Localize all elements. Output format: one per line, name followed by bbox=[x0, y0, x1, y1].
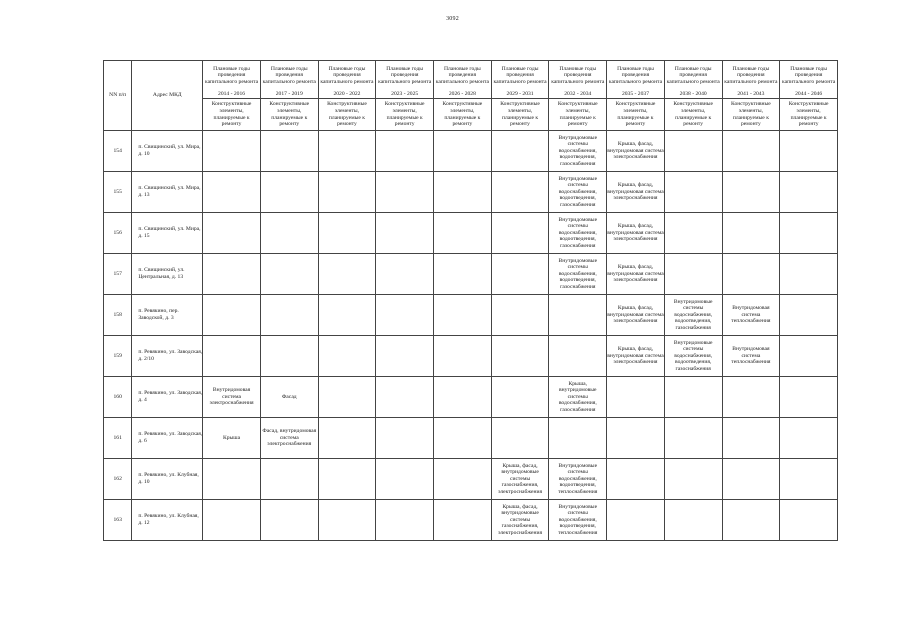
repair-elements-cell bbox=[491, 131, 549, 172]
repair-elements-cell: Внутридомовые системы водоснабжения, водоотведения, газоснабжения bbox=[549, 213, 607, 254]
row-address: п. Свищинский, ул. Центральная, д. 13 bbox=[132, 254, 203, 295]
repair-elements-cell bbox=[260, 295, 318, 336]
repair-elements-cell bbox=[434, 172, 492, 213]
row-address: п. Ревякино, пер. Заводской, д. 3 bbox=[132, 295, 203, 336]
repair-elements-cell bbox=[491, 213, 549, 254]
elements-label: Конструктивные элементы, планируемые к ремонту bbox=[260, 99, 318, 131]
repair-elements-cell bbox=[203, 295, 261, 336]
repair-elements-cell bbox=[607, 418, 665, 459]
repair-elements-cell bbox=[376, 213, 434, 254]
period-years: 2014 - 2016 bbox=[203, 90, 261, 99]
repair-elements-cell bbox=[376, 418, 434, 459]
repair-elements-cell: Внутридомовые системы водоснабжения, водоотведения, газоснабжения bbox=[549, 172, 607, 213]
repair-elements-cell bbox=[376, 500, 434, 541]
repair-elements-cell bbox=[434, 459, 492, 500]
repair-elements-cell bbox=[780, 295, 838, 336]
repair-elements-cell bbox=[434, 213, 492, 254]
repair-elements-cell bbox=[434, 295, 492, 336]
row-address: п. Ревякино, ул. Клубная, д. 12 bbox=[132, 500, 203, 541]
header-years-row bbox=[104, 90, 838, 99]
period-label: Плановые годы проведения капитального ремонта bbox=[318, 61, 376, 91]
repair-elements-cell bbox=[260, 459, 318, 500]
repair-elements-cell: Внутридомовая система электроснабжения bbox=[203, 377, 261, 418]
repair-elements-cell bbox=[780, 336, 838, 377]
repair-elements-cell bbox=[260, 131, 318, 172]
header-elements-row bbox=[104, 99, 838, 131]
period-years: 2041 - 2043 bbox=[722, 90, 780, 99]
period-label: Плановые годы проведения капитального ремонта bbox=[722, 61, 780, 91]
repair-elements-cell bbox=[664, 418, 722, 459]
repair-elements-cell bbox=[491, 295, 549, 336]
elements-label: Конструктивные элементы, планируемые к ремонту bbox=[318, 99, 376, 131]
repair-elements-cell bbox=[376, 377, 434, 418]
repair-elements-cell bbox=[203, 459, 261, 500]
repair-elements-cell: Крыша, фасад, внутридомовая система электроснабжения bbox=[607, 295, 665, 336]
period-label: Плановые годы проведения капитального ремонта bbox=[260, 61, 318, 91]
repair-elements-cell bbox=[491, 172, 549, 213]
period-years: 2026 - 2028 bbox=[434, 90, 492, 99]
repair-elements-cell: Крыша, фасад, внутридомовая система электроснабжения bbox=[607, 131, 665, 172]
repair-elements-cell bbox=[318, 295, 376, 336]
row-number: 159 bbox=[104, 336, 132, 377]
repair-elements-cell: Внутридомовая система теплоснабжения bbox=[722, 336, 780, 377]
repair-elements-cell bbox=[260, 254, 318, 295]
repair-elements-cell bbox=[434, 254, 492, 295]
repair-elements-cell bbox=[549, 336, 607, 377]
repair-elements-cell: Внутридомовые системы водоснабжения, водоотведения, газоснабжения bbox=[549, 254, 607, 295]
repair-elements-cell bbox=[722, 459, 780, 500]
row-number: 155 bbox=[104, 172, 132, 213]
repair-elements-cell bbox=[318, 459, 376, 500]
table-row bbox=[104, 172, 838, 213]
repair-elements-cell bbox=[722, 418, 780, 459]
period-label: Плановые годы проведения капитального ремонта bbox=[376, 61, 434, 91]
table-row bbox=[104, 254, 838, 295]
period-label: Плановые годы проведения капитального ремонта bbox=[434, 61, 492, 91]
repair-elements-cell: Крыша, фасад, внутридомовая система электроснабжения bbox=[607, 213, 665, 254]
repair-elements-cell bbox=[318, 418, 376, 459]
repair-elements-cell bbox=[203, 213, 261, 254]
repair-elements-cell: Внутридомовые системы водоснабжения, водоотведения, теплоснабжения bbox=[549, 459, 607, 500]
elements-label: Конструктивные элементы, планируемые к ремонту bbox=[664, 99, 722, 131]
repair-elements-cell: Внутридомовые системы водоснабжения, водоотведения, теплоснабжения bbox=[549, 500, 607, 541]
table-row bbox=[104, 377, 838, 418]
repair-elements-cell bbox=[376, 131, 434, 172]
repair-elements-cell: Крыша bbox=[203, 418, 261, 459]
repair-elements-cell: Крыша, фасад, внутридомовая система электроснабжения bbox=[607, 254, 665, 295]
period-label: Плановые годы проведения капитального ремонта bbox=[491, 61, 549, 91]
repair-elements-cell bbox=[780, 213, 838, 254]
repair-elements-cell bbox=[203, 254, 261, 295]
repair-elements-cell bbox=[722, 500, 780, 541]
repair-elements-cell bbox=[318, 213, 376, 254]
repair-elements-cell bbox=[491, 254, 549, 295]
repair-elements-cell bbox=[664, 172, 722, 213]
repair-elements-cell: Фасад, внутридомовая система электроснабжения bbox=[260, 418, 318, 459]
repair-elements-cell bbox=[491, 336, 549, 377]
repair-elements-cell bbox=[491, 418, 549, 459]
repair-elements-cell bbox=[260, 172, 318, 213]
row-number: 156 bbox=[104, 213, 132, 254]
period-years: 2023 - 2025 bbox=[376, 90, 434, 99]
repair-elements-cell bbox=[549, 295, 607, 336]
repair-elements-cell bbox=[318, 377, 376, 418]
repair-elements-cell bbox=[376, 295, 434, 336]
table-row bbox=[104, 500, 838, 541]
repair-elements-cell bbox=[664, 131, 722, 172]
repair-elements-cell bbox=[434, 500, 492, 541]
repair-elements-cell bbox=[722, 131, 780, 172]
repair-elements-cell: Внутридомовые системы водоснабжения, водоотведения, газоснабжения bbox=[664, 336, 722, 377]
repair-elements-cell bbox=[664, 254, 722, 295]
row-address: п. Свищинский, ул. Мира, д. 13 bbox=[132, 172, 203, 213]
repair-elements-cell bbox=[722, 377, 780, 418]
repair-elements-cell bbox=[260, 500, 318, 541]
repair-elements-cell: Крыша, фасад, внутридомовая система электроснабжения bbox=[607, 172, 665, 213]
row-address: п. Ревякино, ул. Заводская, д. 6 bbox=[132, 418, 203, 459]
row-number: 160 bbox=[104, 377, 132, 418]
row-number: 157 bbox=[104, 254, 132, 295]
elements-label: Конструктивные элементы, планируемые к ремонту bbox=[491, 99, 549, 131]
repair-elements-cell bbox=[203, 500, 261, 541]
repair-elements-cell bbox=[722, 213, 780, 254]
header-num: NN п/п bbox=[104, 61, 132, 131]
elements-label: Конструктивные элементы, планируемые к ремонту bbox=[434, 99, 492, 131]
repair-elements-cell bbox=[780, 254, 838, 295]
repair-elements-cell bbox=[318, 254, 376, 295]
repair-elements-cell bbox=[318, 336, 376, 377]
repair-elements-cell bbox=[780, 500, 838, 541]
table-row bbox=[104, 295, 838, 336]
capital-repair-table bbox=[103, 60, 838, 541]
repair-elements-cell bbox=[376, 336, 434, 377]
repair-elements-cell: Внутридомовые системы водоснабжения, водоотведения, газоснабжения bbox=[549, 131, 607, 172]
repair-elements-cell bbox=[203, 336, 261, 377]
repair-elements-cell bbox=[722, 172, 780, 213]
repair-elements-cell bbox=[260, 336, 318, 377]
elements-label: Конструктивные элементы, планируемые к ремонту bbox=[203, 99, 261, 131]
repair-elements-cell: Внутридомовые системы водоснабжения, водоотведения, газоснабжения bbox=[664, 295, 722, 336]
table-row bbox=[104, 336, 838, 377]
repair-elements-cell: Крыша, внутридомовые системы водоснабжения, газоснабжения bbox=[549, 377, 607, 418]
period-years: 2032 - 2034 bbox=[549, 90, 607, 99]
period-label: Плановые годы проведения капитального ремонта bbox=[664, 61, 722, 91]
repair-elements-cell bbox=[722, 254, 780, 295]
elements-label: Конструктивные элементы, планируемые к ремонту bbox=[376, 99, 434, 131]
row-number: 161 bbox=[104, 418, 132, 459]
row-address: п. Ревякино, ул. Заводская, д. 4 bbox=[132, 377, 203, 418]
repair-elements-cell bbox=[318, 172, 376, 213]
row-number: 162 bbox=[104, 459, 132, 500]
repair-elements-cell: Фасад bbox=[260, 377, 318, 418]
period-label: Плановые годы проведения капитального ремонта bbox=[607, 61, 665, 91]
header-period-row bbox=[104, 61, 838, 91]
period-label: Плановые годы проведения капитального ремонта bbox=[203, 61, 261, 91]
table-row bbox=[104, 418, 838, 459]
table-body bbox=[104, 131, 838, 541]
repair-elements-cell bbox=[607, 459, 665, 500]
row-address: п. Свищинский, ул. Мира, д. 10 bbox=[132, 131, 203, 172]
repair-elements-cell bbox=[607, 377, 665, 418]
repair-elements-cell bbox=[376, 172, 434, 213]
elements-label: Конструктивные элементы, планируемые к ремонту bbox=[780, 99, 838, 131]
repair-elements-cell bbox=[780, 418, 838, 459]
period-years: 2044 - 2046 bbox=[780, 90, 838, 99]
repair-elements-cell bbox=[664, 500, 722, 541]
repair-elements-cell bbox=[607, 500, 665, 541]
repair-elements-cell bbox=[434, 418, 492, 459]
header-address: Адрес МКД bbox=[132, 61, 203, 131]
row-number: 163 bbox=[104, 500, 132, 541]
row-number: 154 bbox=[104, 131, 132, 172]
repair-elements-cell bbox=[780, 131, 838, 172]
page-number: 3092 bbox=[446, 16, 459, 22]
period-years: 2029 - 2031 bbox=[491, 90, 549, 99]
row-address: п. Свищинский, ул. Мира, д. 15 bbox=[132, 213, 203, 254]
row-number: 158 bbox=[104, 295, 132, 336]
repair-elements-cell bbox=[491, 377, 549, 418]
repair-elements-cell: Внутридомовая система теплоснабжения bbox=[722, 295, 780, 336]
elements-label: Конструктивные элементы, планируемые к ремонту bbox=[607, 99, 665, 131]
row-address: п. Ревякино, ул. Заводская, д. 2/10 bbox=[132, 336, 203, 377]
repair-elements-cell: Крыша, фасад, внутридомовые системы газоснабжения, электроснабжения bbox=[491, 459, 549, 500]
repair-elements-cell bbox=[780, 459, 838, 500]
table-row bbox=[104, 459, 838, 500]
repair-elements-cell: Крыша, фасад, внутридомовая система электроснабжения bbox=[607, 336, 665, 377]
period-label: Плановые годы проведения капитального ремонта bbox=[780, 61, 838, 91]
repair-elements-cell bbox=[434, 377, 492, 418]
repair-elements-cell bbox=[664, 459, 722, 500]
period-years: 2020 - 2022 bbox=[318, 90, 376, 99]
period-years: 2017 - 2019 bbox=[260, 90, 318, 99]
table-row bbox=[104, 213, 838, 254]
repair-elements-cell bbox=[203, 131, 261, 172]
repair-elements-cell bbox=[664, 377, 722, 418]
repair-elements-cell bbox=[780, 172, 838, 213]
table-row bbox=[104, 131, 838, 172]
repair-elements-cell bbox=[434, 131, 492, 172]
repair-elements-cell bbox=[260, 213, 318, 254]
elements-label: Конструктивные элементы, планируемые к ремонту bbox=[549, 99, 607, 131]
repair-elements-cell bbox=[318, 131, 376, 172]
repair-elements-cell bbox=[376, 254, 434, 295]
repair-elements-cell bbox=[664, 213, 722, 254]
repair-elements-cell bbox=[203, 172, 261, 213]
row-address: п. Ревякино, ул. Клубная, д. 10 bbox=[132, 459, 203, 500]
repair-elements-cell bbox=[376, 459, 434, 500]
period-years: 2038 - 2040 bbox=[664, 90, 722, 99]
repair-elements-cell bbox=[549, 418, 607, 459]
repair-elements-cell bbox=[780, 377, 838, 418]
repair-elements-cell bbox=[434, 336, 492, 377]
period-label: Плановые годы проведения капитального ремонта bbox=[549, 61, 607, 91]
period-years: 2035 - 2037 bbox=[607, 90, 665, 99]
repair-elements-cell bbox=[318, 500, 376, 541]
repair-elements-cell: Крыша, фасад, внутридомовые системы газоснабжения, электроснабжения bbox=[491, 500, 549, 541]
elements-label: Конструктивные элементы, планируемые к ремонту bbox=[722, 99, 780, 131]
